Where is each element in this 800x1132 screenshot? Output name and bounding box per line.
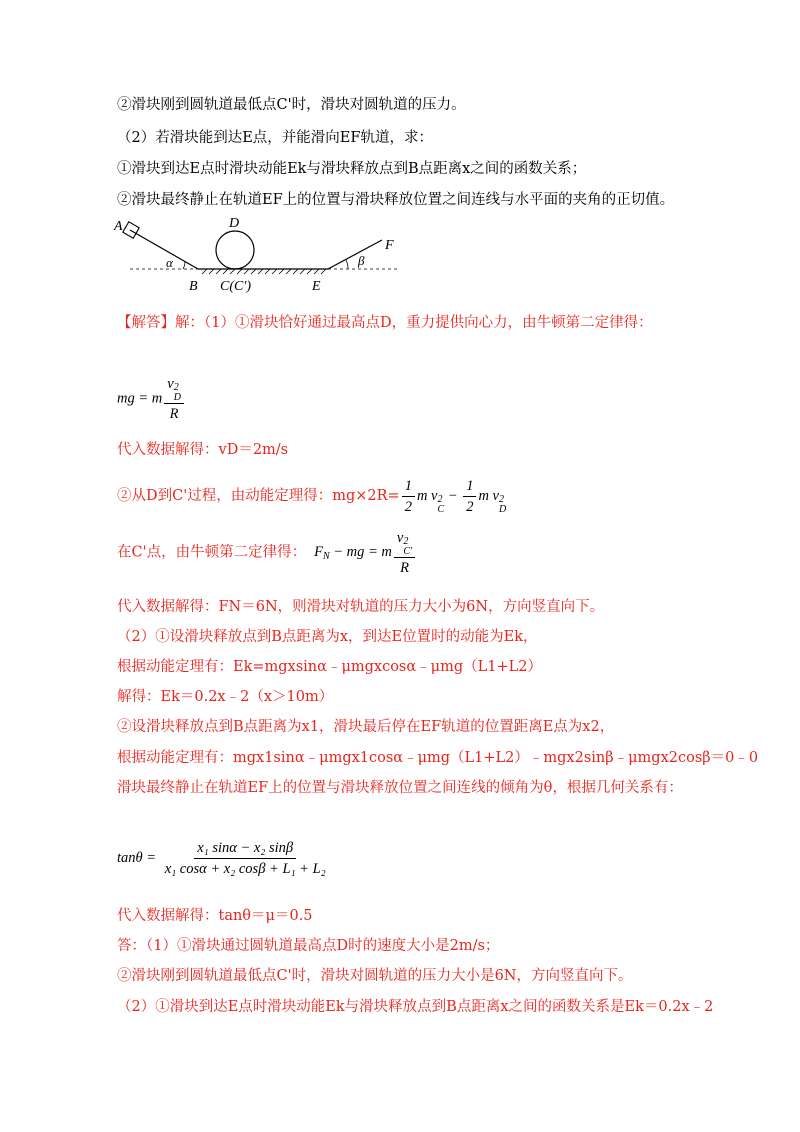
solution-step-6: 根据动能定理有：Ek=mgxsinα﹣μmgxcosα﹣μmg（L1+L2）	[117, 659, 542, 675]
question-2-2: ②滑块最终静止在轨道EF上的位置与滑块释放位置之间连线与水平面的夹角的正切值。	[117, 192, 675, 208]
sub-d: D	[499, 504, 507, 515]
beta-arc	[346, 260, 348, 269]
solution-step-4: 代入数据解得：FN＝6N，则滑块对轨道的压力大小为6N，方向竖直向下。	[117, 599, 605, 615]
formula-tan-theta	[117, 838, 331, 879]
formula-1-num: v	[167, 376, 174, 392]
mv-2: m v	[478, 488, 499, 504]
solution-step-9: 根据动能定理有：mgx1sinα﹣μmgx1cosα﹣μmg（L1+L2）﹣mgx2sinβ﹣μmgx2cosβ＝0﹣0	[117, 750, 759, 766]
formula-1-fraction	[164, 374, 184, 424]
solution-step-2	[117, 476, 506, 517]
answer-1: 答：（1）①滑块通过圆轨道最高点D时的速度大小是2m/s；	[117, 938, 500, 954]
f3-sup: 2	[403, 536, 409, 547]
answer-2: ②滑块刚到圆轨道最低点C'时，滑块对圆轨道的压力大小是6N，方向竖直向下。	[117, 968, 633, 984]
solution-header-text: 解：（1）①滑块恰好通过最高点D，重力提供向心力，由牛顿第二定律得：	[175, 315, 653, 331]
solution-step-7: 解得：Ek＝0.2x﹣2（x＞10m）	[117, 689, 334, 705]
f4-num: x₁ sinα − x₂ sinβ	[194, 838, 296, 859]
mv-1: m v	[416, 488, 438, 504]
label-beta: β	[358, 253, 365, 268]
solution-tag: 【解答】	[117, 315, 175, 331]
f3-lhs: F	[314, 544, 323, 561]
sup-2: 2	[499, 494, 504, 505]
sub-c: C	[437, 504, 445, 515]
question-2-1: ①滑块到达E点时滑块动能Ek与滑块释放点到B点距离x之间的函数关系；	[117, 161, 587, 177]
track-diagram	[110, 212, 410, 294]
f3-mid: − mg = m	[333, 544, 392, 561]
circular-track	[216, 231, 254, 269]
solution-step-10: 滑块最终静止在轨道EF上的位置与滑块释放位置之间连线的倾角为θ，根据几何关系有：	[117, 780, 683, 796]
solution-step-3-text: 在C'点，由牛顿第二定律得：	[117, 544, 307, 561]
solution-step-8: ②设滑块释放点到B点距离为x1，滑块最后停在EF轨道的位置距离E点为x2，	[117, 719, 615, 735]
question-1-2: ②滑块刚到圆轨道最低点C'时，滑块对圆轨道的压力。	[117, 97, 466, 113]
label-alpha: α	[166, 255, 173, 270]
question-2-intro: （2）若滑块能到达E点，并能滑向EF轨道，求：	[117, 130, 433, 146]
label-e: E	[312, 279, 321, 294]
f4-den: x₁ cosα + x₂ cosβ + L₁ + L₂	[164, 861, 326, 877]
solution-step-11: 代入数据解得：tanθ＝μ＝0.5	[117, 908, 313, 924]
formula-1-m: m	[151, 390, 163, 407]
label-b: B	[189, 279, 198, 294]
f3-den: R	[400, 560, 409, 576]
f4-fraction	[162, 838, 329, 879]
incline-ef	[328, 240, 382, 269]
f3-num: v	[396, 530, 404, 546]
solution-step-5: （2）①设滑块释放点到B点距离为x，到达E位置时的动能为Ek，	[117, 629, 538, 645]
label-a: A	[114, 219, 123, 234]
half-den-1: 2	[404, 499, 412, 516]
answer-3: （2）①滑块到达E点时滑块动能Ek与滑块释放点到B点距离x之间的函数关系是Ek＝0.2x﹣2	[117, 999, 714, 1015]
alpha-arc	[183, 262, 185, 269]
half-den-2: 2	[466, 499, 474, 516]
solution-step-2-text: ②从D到C'过程，由动能定理得：mg×2R=	[117, 488, 400, 504]
f3-sub: C′	[403, 546, 413, 557]
solution-step-3	[117, 528, 417, 578]
sup-1: 2	[437, 494, 443, 505]
label-f: F	[385, 238, 394, 253]
incline-ab	[130, 230, 198, 269]
formula-1-lhs: mg	[117, 390, 135, 407]
formula-1-den: R	[169, 406, 179, 422]
formula-1-sup: 2	[173, 382, 179, 393]
formula-centripetal	[117, 374, 186, 424]
label-d: D	[229, 216, 240, 231]
half-num-1: 1	[402, 476, 415, 497]
f4-lhs: tanθ =	[117, 849, 157, 866]
solution-step-1: 代入数据解得：vD＝2m/s	[117, 442, 289, 458]
formula-1-eq: =	[138, 390, 149, 407]
label-c: C(C′)	[220, 279, 252, 294]
newton-formula	[314, 530, 417, 576]
energy-formula	[400, 478, 507, 516]
f3-lhs-sub: N	[322, 551, 330, 563]
formula-1-sub: D	[173, 392, 181, 403]
solution-header	[117, 313, 653, 333]
half-num-2: 1	[463, 476, 476, 497]
minus: −	[447, 488, 458, 504]
track-hatching	[202, 269, 326, 274]
